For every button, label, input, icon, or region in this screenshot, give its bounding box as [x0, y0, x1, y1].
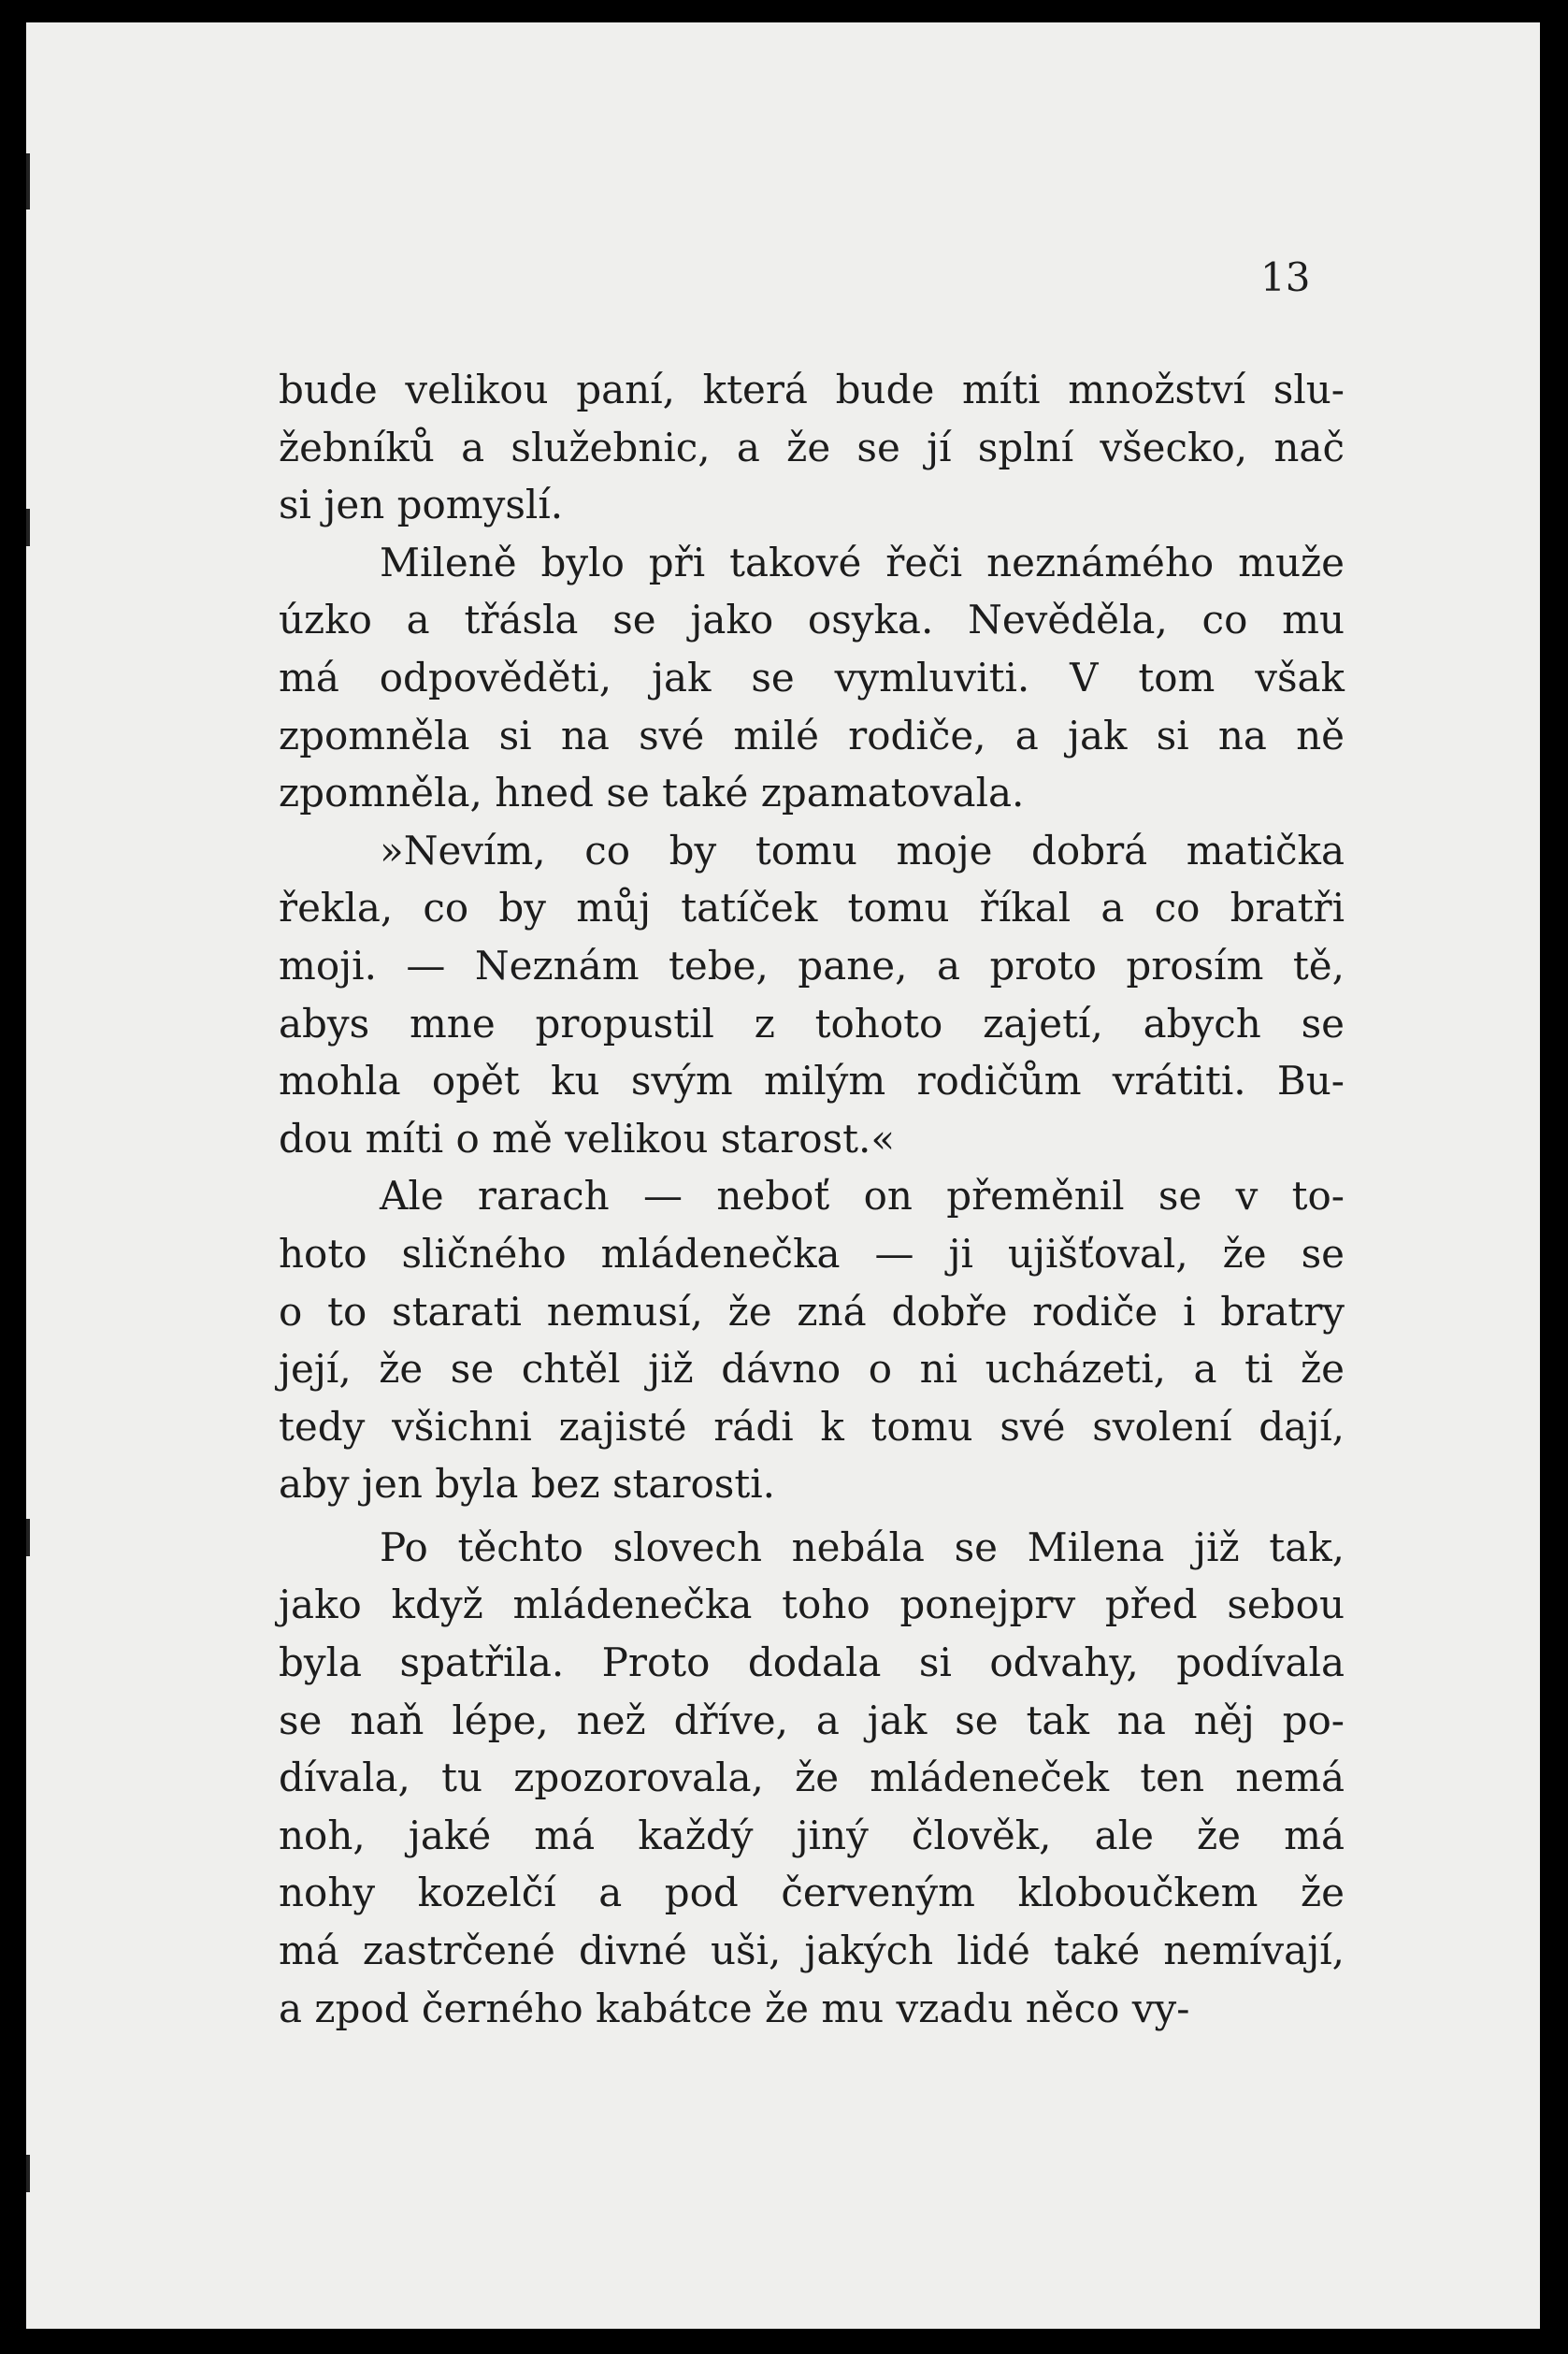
- text-line: se naň lépe, než dříve, a jak se tak na něj po-: [279, 1697, 1345, 1743]
- text-line: abys mne propustil z tohoto zajetí, abych se: [279, 1000, 1345, 1047]
- text-line: tedy všichni zajisté rádi k tomu své svolení dají,: [279, 1403, 1345, 1450]
- text-line: nohy kozelčí a pod červeným kloboučkem že: [279, 1870, 1345, 1916]
- text-line: její, že se chtěl již dávno o ni ucházeti, a ti že: [279, 1346, 1345, 1393]
- binding-mark-top: [26, 153, 30, 209]
- page-number: 13: [1260, 254, 1311, 300]
- paragraph: [279, 1519, 1345, 2037]
- text-line: si jen pomyslí.: [279, 482, 564, 528]
- text-line: Po těchto slovech nebála se Milena již tak,: [380, 1524, 1345, 1570]
- body-text: [279, 361, 1345, 2037]
- binding-mark-middle: [26, 509, 30, 546]
- text-line: noh, jaké má každý jiný člověk, ale že má: [279, 1812, 1345, 1858]
- text-line: Ale rarach — neboť on přeměnil se v to-: [380, 1173, 1345, 1220]
- binding-mark-bottom: [26, 2155, 30, 2192]
- text-line: moji. — Neznám tebe, pane, a proto prosím tě,: [279, 942, 1345, 989]
- text-line: a zpod černého kabátce že mu vzadu něco vy-: [279, 1985, 1190, 2031]
- text-line: o to starati nemusí, že zná dobře rodiče i bratry: [279, 1288, 1345, 1335]
- text-line: jako když mládenečka toho ponejprv před sebou: [279, 1581, 1345, 1628]
- text-line: zpomněla, hned se také zpamatovala.: [279, 770, 1025, 816]
- text-line: aby jen byla bez starosti.: [279, 1461, 775, 1508]
- text-line: zpomněla si na své milé rodiče, a jak si na ně: [279, 712, 1345, 758]
- text-line: má zastrčené divné uši, jakých lidé také nemívají,: [279, 1928, 1345, 1974]
- book-page: [26, 22, 1540, 2329]
- text-line: mohla opět ku svým milým rodičům vrátiti. Bu-: [279, 1058, 1345, 1105]
- text-line: dívala, tu zpozorovala, že mládeneček ten nemá: [279, 1755, 1345, 1801]
- text-line: byla spatřila. Proto dodala si odvahy, podívala: [279, 1639, 1345, 1686]
- paragraph: [279, 534, 1345, 822]
- text-line: žebníků a služebnic, a že se jí splní všecko, nač: [279, 424, 1345, 470]
- binding-mark-lower: [26, 1519, 30, 1556]
- text-line: »Nevím, co by tomu moje dobrá matička: [380, 827, 1345, 874]
- paragraph: [279, 1167, 1345, 1513]
- text-line: úzko a třásla se jako osyka. Nevěděla, co mu: [279, 597, 1345, 643]
- text-line: má odpověděti, jak se vymluviti. V tom však: [279, 654, 1345, 700]
- text-line: dou míti o mě velikou starost.«: [279, 1115, 896, 1162]
- text-line: bude velikou paní, která bude míti množství slu-: [279, 367, 1345, 412]
- paragraph: [279, 361, 1345, 534]
- paragraph: [279, 822, 1345, 1168]
- text-line: řekla, co by můj tatíček tomu říkal a co bratři: [279, 885, 1345, 931]
- text-line: Mileně bylo při takové řeči neznámého muže: [380, 539, 1345, 585]
- text-line: hoto sličného mládenečka — ji ujišťoval, že se: [279, 1230, 1345, 1277]
